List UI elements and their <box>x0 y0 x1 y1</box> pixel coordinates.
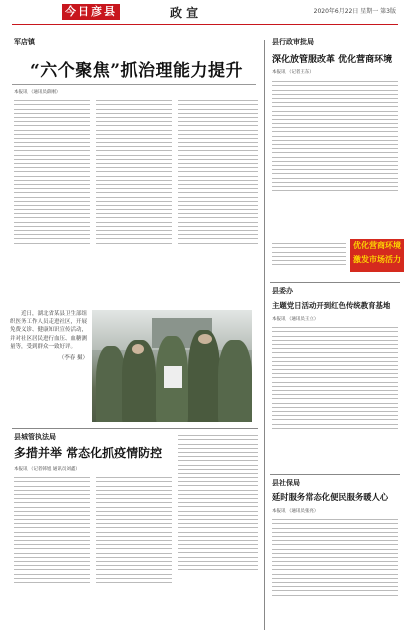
story-rt-headline: 深化放管服改革 优化营商环境 <box>272 55 393 65</box>
story-rb-byline: 本报讯 （通讯员张亮） <box>272 509 319 514</box>
story-rt-kicker: 县行政审批局 <box>272 38 314 46</box>
lead-body-col-1 <box>14 97 90 302</box>
story-rm-headline: 主题党日活动开到红色传统教育基地 <box>272 301 391 310</box>
lead-headline: “六个聚焦”抓治理能力提升 <box>30 61 244 81</box>
lead-body-col-3 <box>178 97 258 302</box>
photo-caption <box>10 310 88 422</box>
lead-rule <box>12 84 256 85</box>
story-rt-body-end <box>272 240 346 276</box>
story-rm-body <box>272 324 398 470</box>
divider-bottom-left <box>12 428 258 429</box>
lead-body-col-2 <box>96 97 172 302</box>
divider-right-mid <box>270 282 400 283</box>
story-bl-byline: 本报讯 （记者韩旭 通讯员刘鑫） <box>14 467 80 472</box>
story-rb-kicker: 县社保局 <box>272 479 300 487</box>
story-rm-byline: 本报讯 （通讯员王立） <box>272 317 319 322</box>
column-divider <box>264 40 265 630</box>
photo-caption-text: 近日，湖北省某县卫生部组织医务工作人员走进社区，开展免费义诊、健康知识宣传活动，并对社区居民进行血压、血糖测量等，受到群众一致好评。 <box>10 311 88 350</box>
masthead-logo: 今日彦县 <box>62 4 120 20</box>
lead-byline: 本报讯 （通讯员薛刚） <box>14 90 61 95</box>
story-bl-col-1 <box>14 474 90 630</box>
photo-credit: （李春 摄） <box>58 355 88 362</box>
dateline: 2020年6月22日 星期一 第3版 <box>313 8 396 15</box>
story-rt-byline: 本报讯 （记者王东） <box>272 70 314 75</box>
story-bl-headline: 多措并举 常态化抓疫情防控 <box>14 446 163 460</box>
section-title: 政 宣 <box>170 6 199 20</box>
story-rb-headline: 延时服务常态化便民服务暖人心 <box>272 492 389 502</box>
masthead-rule <box>12 24 398 25</box>
promo-line-1: 优化营商环境 <box>353 241 401 250</box>
promo-box <box>350 239 404 272</box>
story-rt-body <box>272 78 398 238</box>
story-bl-kicker: 县城管执法局 <box>14 433 56 441</box>
story-rm-kicker: 县委办 <box>272 287 293 295</box>
news-photo <box>92 310 252 422</box>
lead-kicker: 军店镇 <box>14 38 35 46</box>
story-rb-body <box>272 516 398 630</box>
story-bl-col-2 <box>96 474 172 630</box>
story-bl-col-3 <box>178 432 258 630</box>
promo-line-2: 激发市场活力 <box>353 255 401 264</box>
divider-right-bottom <box>270 474 400 475</box>
